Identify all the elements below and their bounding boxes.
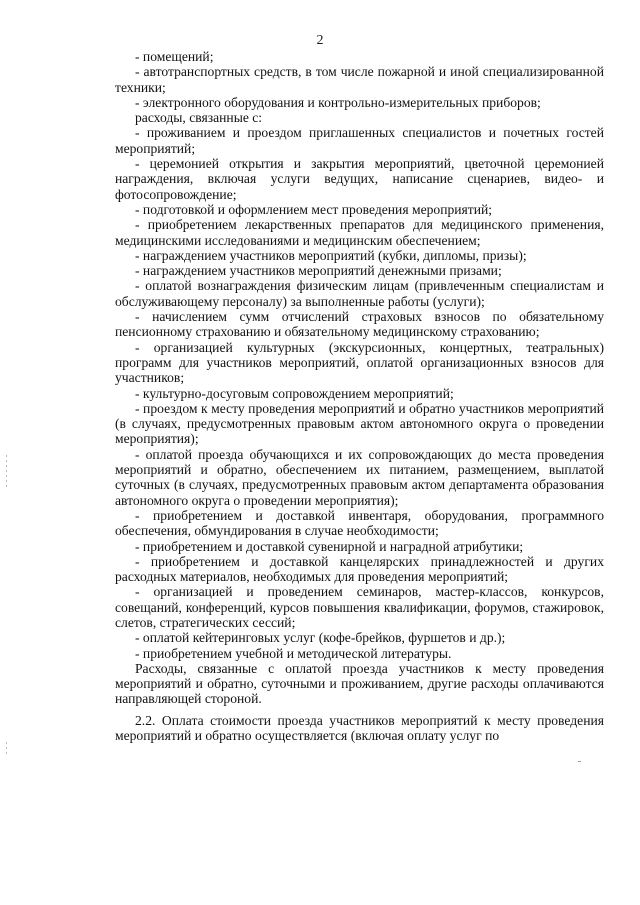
list-item: - организацией культурных (экскурсионных, концертных, театральных) программ для участников мероприятий, оплатой организационных взносов для участников; — [115, 339, 604, 386]
list-item: - приобретением и доставкой сувенирной и наградной атрибутики; — [135, 538, 524, 554]
list-item: - оплатой проезда обучающихся и их сопровождающих до места проведения мероприятий и обратно, обеспечением их питанием, размещением, выплатой суточных (в случаях, предусмотренных правовым актом департамента образования автономного округа о проведении мероприятия); — [115, 446, 604, 508]
list-item: - награждением участников мероприятий денежными призами; — [135, 263, 502, 279]
list-item: - награждением участников мероприятий (кубки, дипломы, призы); — [135, 247, 527, 263]
list-item: - оплатой кейтеринговых услуг (кофе-брейков, фуршетов и др.); — [135, 630, 506, 646]
list-heading: расходы, связанные с: — [135, 110, 263, 126]
page-number: 2 — [316, 33, 324, 48]
scan-margin-mark — [6, 455, 7, 489]
list-item: - организацией и проведением семинаров, мастер-классов, конкурсов, совещаний, конференций, курсов повышения квалификации, форумов, стажировок, слетов, стратегических сессий; — [115, 584, 604, 630]
scan-speck — [578, 761, 581, 762]
document-body — [115, 49, 604, 743]
section-paragraph: 2.2. Оплата стоимости проезда участников мероприятий к месту проведения мероприятий и обратно осуществляется (включая оплату услуг по — [115, 712, 604, 744]
list-item: - церемонией открытия и закрытия мероприятий, цветочной церемонией награждения, включая услуги ведущих, написание сценариев, видео- и фотосопровождение; — [115, 156, 604, 202]
list-item: - электронного оборудования и контрольно-измерительных приборов; — [135, 94, 541, 110]
list-item: - проездом к месту проведения мероприятий и обратно участников мероприятий (в случаях, предусмотренных правовым актом автономного округа о проведении мероприятия); — [115, 400, 604, 447]
body-paragraph: Расходы, связанные с оплатой проезда участников к месту проведения мероприятий и обратно, суточными и проживанием, другие расходы оплачиваются направляющей стороной. — [115, 660, 604, 707]
list-item: - приобретением и доставкой канцелярских принадлежностей и других расходных материалов, необходимых для проведения мероприятий; — [115, 553, 604, 585]
list-item: - приобретением лекарственных препаратов для медицинского применения, медицинскими исследованиями и медицинским обеспечением; — [115, 217, 604, 248]
list-item: - оплатой вознаграждения физическим лицам (привлеченным специалистам и обслуживающему персоналу) за выполненные работы (услуги); — [115, 278, 604, 309]
list-item: - помещений; — [135, 49, 214, 64]
list-item: - подготовкой и оформлением мест проведения мероприятий; — [135, 201, 493, 217]
list-item: - культурно-досуговым сопровождением мероприятий; — [135, 385, 454, 401]
scan-margin-mark — [6, 742, 7, 754]
list-item: - приобретением учебной и методической литературы. — [135, 645, 452, 661]
list-item: - проживанием и проездом приглашенных специалистов и почетных гостей мероприятий; — [115, 125, 604, 156]
list-item: - приобретением и доставкой инвентаря, оборудования, программного обеспечения, обмундирования в случае необходимости; — [115, 507, 604, 539]
list-item: - начислением сумм отчислений страховых взносов по обязательному пенсионному страхованию и обязательному медицинскому страхованию; — [115, 309, 604, 340]
list-item: - автотранспортных средств, в том числе пожарной и иной специализированной техники; — [115, 64, 604, 95]
